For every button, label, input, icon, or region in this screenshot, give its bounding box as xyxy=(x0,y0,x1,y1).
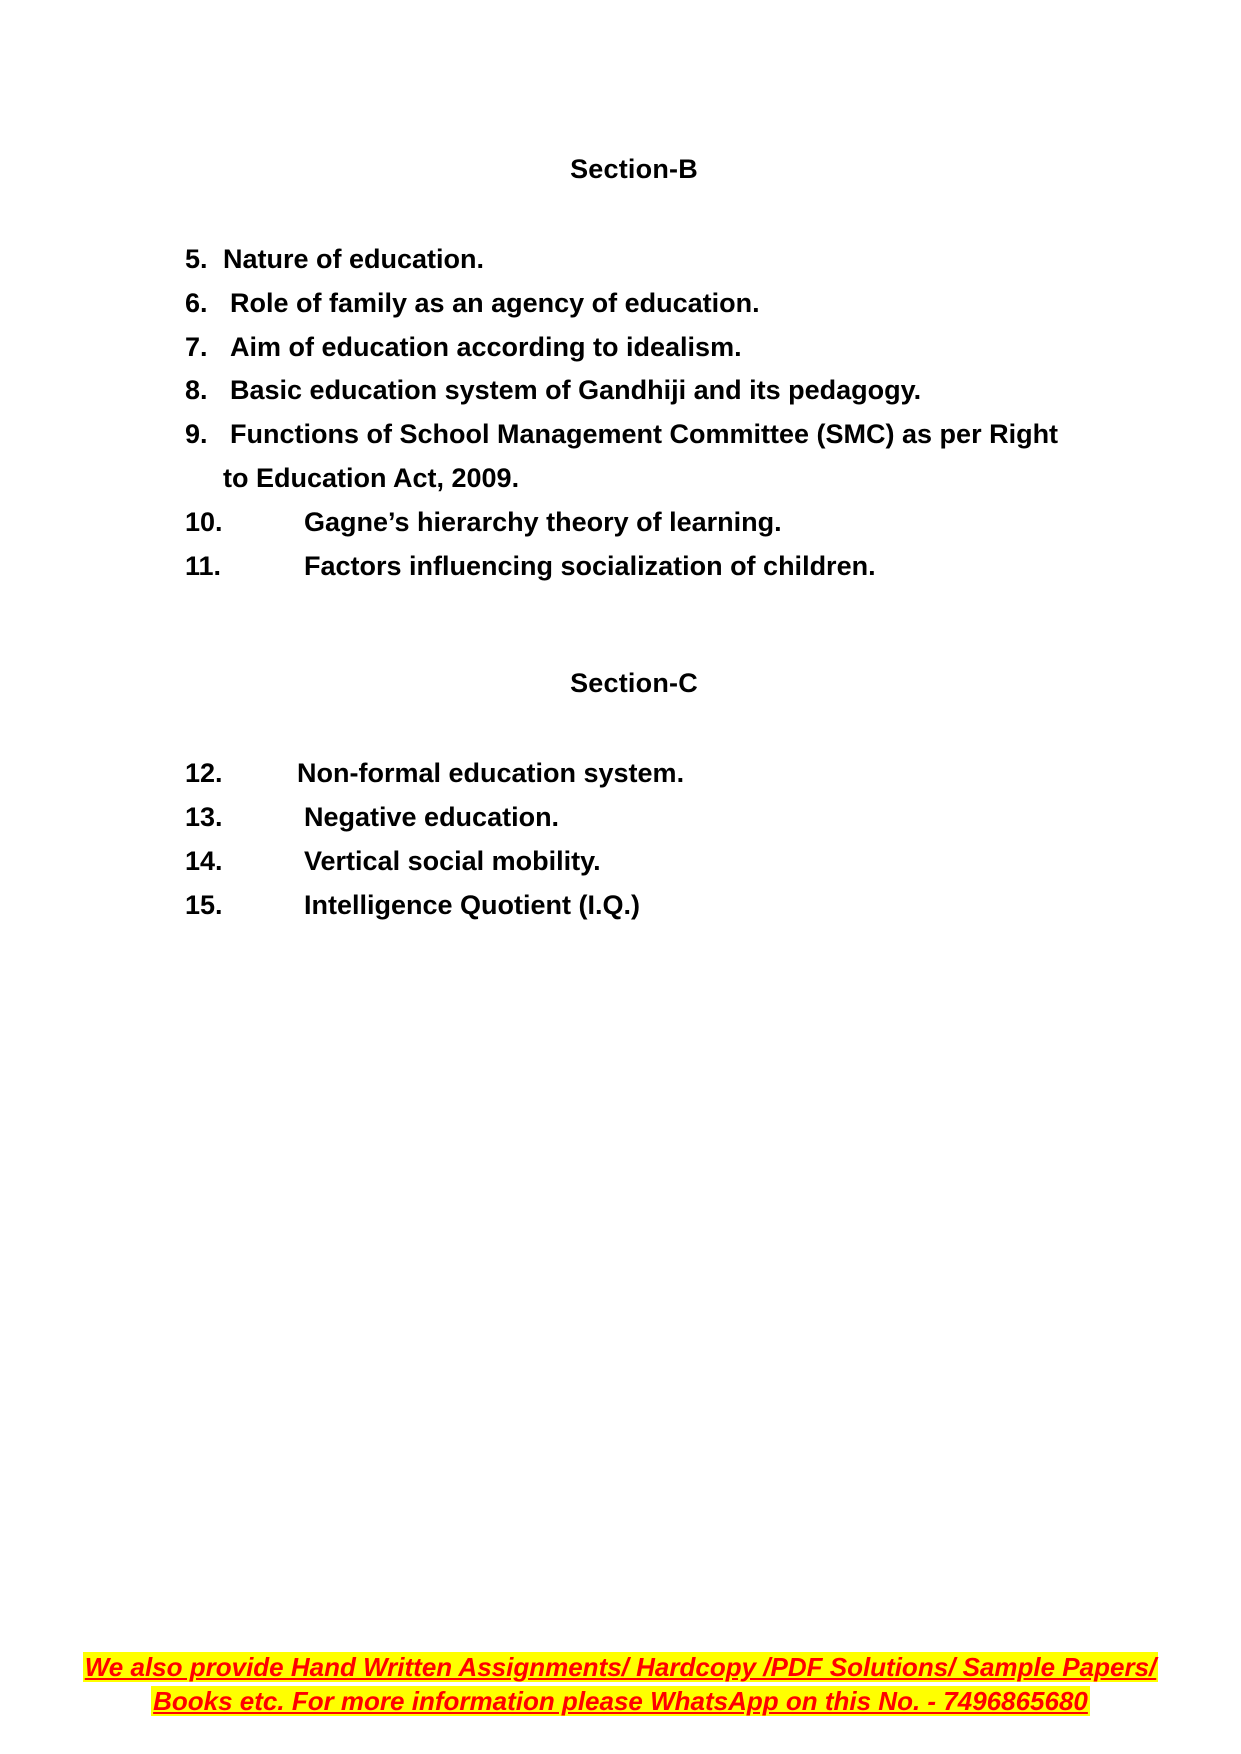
question-number: 8. xyxy=(185,375,208,405)
question-text: Functions of School Management Committee (SMC) as per Right xyxy=(230,419,1059,449)
question-10 xyxy=(185,506,782,538)
question-text: Basic education system of Gandhiji and its pedagogy. xyxy=(230,375,922,405)
question-text: Gagne’s hierarchy theory of learning. xyxy=(304,507,782,537)
question-15 xyxy=(185,889,641,921)
question-number: 13. xyxy=(185,802,223,832)
question-number: 15. xyxy=(185,890,223,920)
promo-line-2: Books etc. For more information please WhatsApp on this No. - 7496865680 xyxy=(153,1686,1088,1716)
question-5 xyxy=(185,243,485,275)
question-number: 6. xyxy=(185,288,208,318)
section-c-title: Section-C xyxy=(570,668,698,698)
question-text: Non-formal education system. xyxy=(297,758,685,788)
question-number: 12. xyxy=(185,758,223,788)
question-14 xyxy=(185,845,601,877)
question-text: Nature of education. xyxy=(223,244,485,274)
question-6 xyxy=(185,287,760,319)
question-7 xyxy=(185,331,742,363)
question-8 xyxy=(185,374,922,406)
question-number: 14. xyxy=(185,846,223,876)
question-text: Vertical social mobility. xyxy=(304,846,601,876)
promo-banner xyxy=(0,1650,1241,1718)
question-number: 5. xyxy=(185,244,208,274)
question-number: 10. xyxy=(185,507,223,537)
question-text: Factors influencing socialization of children. xyxy=(304,551,876,581)
question-text: Aim of education according to idealism. xyxy=(230,332,742,362)
question-number: 11. xyxy=(185,551,222,581)
question-number: 7. xyxy=(185,332,208,362)
question-number: 9. xyxy=(185,419,208,449)
section-b-title: Section-B xyxy=(570,154,698,184)
question-13 xyxy=(185,801,560,833)
question-9-continuation: to Education Act, 2009. xyxy=(223,463,520,493)
question-text: Role of family as an agency of education. xyxy=(230,288,760,318)
question-text: Intelligence Quotient (I.Q.) xyxy=(304,890,641,920)
promo-line-1: We also provide Hand Written Assignments/ Hardcopy /PDF Solutions/ Sample Papers/ xyxy=(84,1652,1157,1682)
question-12 xyxy=(185,757,685,789)
question-11 xyxy=(185,550,876,582)
question-text: Negative education. xyxy=(304,802,560,832)
question-9 xyxy=(185,418,1059,450)
